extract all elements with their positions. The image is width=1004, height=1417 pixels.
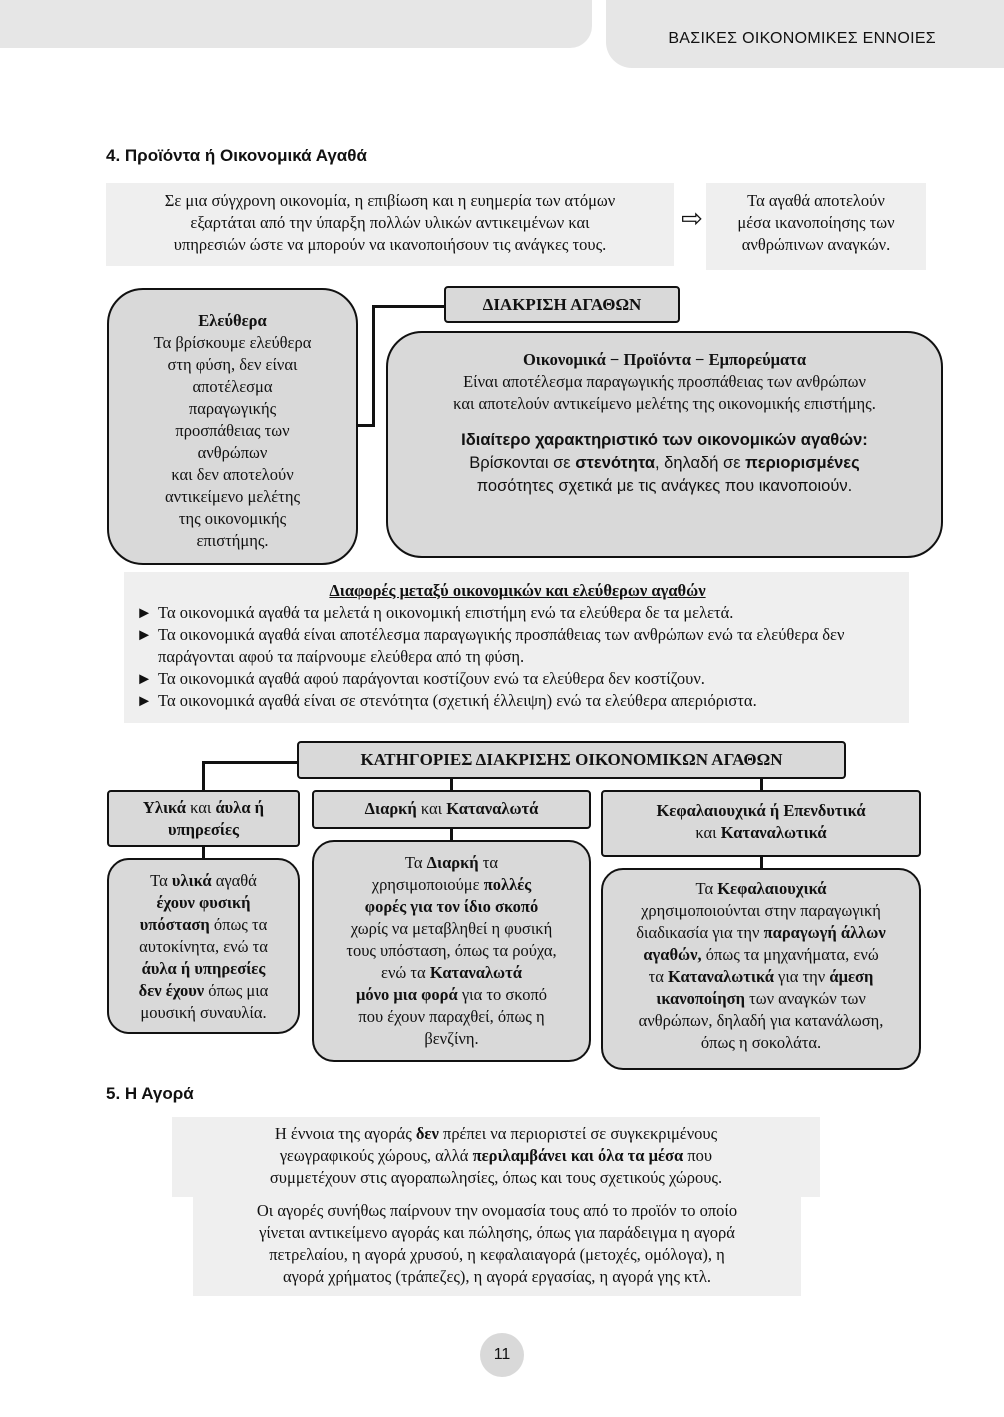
connector-line: [374, 305, 446, 308]
description-line: βενζίνη.: [424, 1029, 479, 1048]
connector-line: [202, 761, 205, 792]
description-line: [603, 878, 919, 900]
description-line: [109, 870, 298, 892]
text-span: όπως μια: [204, 981, 269, 1000]
description-line: [603, 966, 919, 988]
description-line: φορές για τον ίδιο σκοπό: [364, 897, 539, 916]
text-span: και: [185, 798, 216, 817]
section-5-title: 5. Η Αγορά: [106, 1084, 194, 1103]
text-span: για το σκοπό: [457, 985, 548, 1004]
economic-characteristic-line: [388, 452, 941, 475]
text-span: Βρίσκονται σε: [469, 454, 576, 472]
free-goods-line: αντικείμενο μελέτης: [165, 487, 300, 506]
economic-goods-line: Είναι αποτέλεσμα παραγωγικής προσπάθειας των ανθρώπων: [463, 372, 866, 391]
market-line: [172, 1123, 820, 1145]
text-span: Τα: [695, 879, 718, 898]
right-arrow-icon: ⇨: [681, 203, 703, 233]
text-span-bold: άυλα ή: [215, 798, 265, 817]
text-span: διαδικασία για την: [636, 923, 764, 942]
conclusion-line: Τα αγαθά αποτελούν: [747, 191, 885, 210]
description-line: όπως η σοκολάτα.: [700, 1033, 822, 1052]
conclusion-line: μέσα ικανοποίησης των: [737, 213, 895, 232]
economic-characteristic-title: Ιδιαίτερο χαρακτηριστικό των οικονομικών αγαθών:: [461, 431, 868, 449]
text-span-bold: Καταναλωτά: [446, 799, 539, 818]
differences-text: Τα οικονομικά αγαθά αφού παράγονται κοστίζουν ενώ τα ελεύθερα δεν κοστίζουν.: [158, 669, 705, 688]
description-line: χωρίς να μεταβληθεί η φυσική: [350, 919, 553, 938]
text-span-bold: υπόσταση: [139, 915, 210, 934]
text-span-bold: Υλικά: [142, 798, 186, 817]
text-span-bold: ικανοποίηση: [656, 989, 745, 1008]
text-span: αγαθά: [211, 871, 257, 890]
differences-text: Τα οικονομικά αγαθά τα μελετά η οικονομική επιστήμη ενώ τα ελεύθερα δε τα μελετά.: [158, 603, 734, 622]
description-line: ανθρώπων, δηλαδή για κατανάλωση,: [638, 1011, 884, 1030]
text-span: , δηλαδή σε: [655, 454, 746, 472]
diakrisi-title-box: ΔΙΑΚΡΙΣΗ ΑΓΑΘΩΝ: [444, 286, 680, 323]
text-span-bold: Καταναλωτά: [429, 963, 522, 982]
differences-item: [136, 602, 899, 624]
differences-text: Τα οικονομικά αγαθά είναι αποτέλεσμα παραγωγικής προσπάθειας των ανθρώπων ενώ τα ελεύθερα δεν παράγονται αφού τα παίρνουμε ελεύθερα από τη φύση.: [158, 625, 845, 666]
text-span-bold: Διαρκή: [426, 853, 479, 872]
differences-item: [136, 624, 899, 668]
description-line: που έχουν παραχθεί, όπως η: [358, 1007, 545, 1026]
description-line: [603, 944, 919, 966]
text-span: και: [695, 823, 721, 842]
text-span: Η έννοια της αγοράς: [274, 1124, 416, 1143]
differences-text: Τα οικονομικά αγαθά είναι σε στενότητα (σχετική έλλειψη) ενώ τα ελεύθερα απεριόριστα.: [158, 691, 757, 710]
market-line: πετρελαίου, η αγορά χρυσού, η κεφαλαιαγορά (μετοχές, ομόλογα), η: [269, 1245, 725, 1264]
category-capital-header: [601, 790, 921, 857]
differences-item: [136, 668, 899, 690]
text-span-bold: Καταναλωτικά: [668, 967, 774, 986]
free-goods-line: ανθρώπων: [197, 443, 268, 462]
category-header-line: [314, 798, 589, 820]
intro-line: Σε μια σύγχρονη οικονομία, η επιβίωση και η ευημερία των ατόμων: [164, 191, 616, 210]
bullet-icon: ►: [136, 626, 153, 644]
category-capital-description: [601, 868, 921, 1070]
category-material-header: [107, 790, 300, 847]
text-span-bold: Κεφαλαιουχικά: [717, 879, 827, 898]
text-span-bold: δεν: [415, 1124, 439, 1143]
text-span: γεωγραφικούς χώρους, αλλά: [279, 1146, 473, 1165]
intro-line: εξαρτάται από την ύπαρξη πολλών υλικών αντικειμένων και: [190, 213, 590, 232]
description-line: μουσική συναυλία.: [140, 1003, 267, 1022]
text-span-bold: περιορισμένες: [745, 454, 860, 472]
differences-box: [124, 572, 909, 723]
free-goods-box: [107, 288, 358, 565]
description-line: [314, 984, 589, 1006]
intro-box: [106, 183, 674, 266]
text-span: όπως τα μηχανήματα, ενώ: [701, 945, 879, 964]
free-goods-title: Ελεύθερα: [198, 311, 267, 330]
bullet-icon: ►: [136, 692, 153, 710]
free-goods-line: και δεν αποτελούν: [171, 465, 294, 484]
economic-goods-line: και αποτελούν αντικείμενο μελέτης της οικονομικής επιστήμης.: [453, 394, 876, 413]
text-span: πρέπει να περιοριστεί σε συγκεκριμένους: [438, 1124, 718, 1143]
bullet-icon: ►: [136, 670, 153, 688]
conclusion-box: [706, 183, 926, 270]
economic-goods-box: [386, 331, 943, 558]
text-span: τα: [478, 853, 499, 872]
description-line: [314, 852, 589, 874]
category-durable-header: [312, 790, 591, 829]
connector-line: [357, 424, 375, 427]
free-goods-line: Τα βρίσκουμε ελεύθερα: [153, 333, 312, 352]
text-span: όπως τα: [209, 915, 268, 934]
page-number: 11: [480, 1333, 524, 1377]
free-goods-line: προσπάθειας των: [175, 421, 290, 440]
free-goods-line: παραγωγικής: [188, 399, 277, 418]
text-span: χρησιμοποιούμε: [371, 875, 484, 894]
category-header-line: Κεφαλαιουχικά ή Επενδυτικά: [656, 801, 866, 820]
text-span-bold: υλικά: [171, 871, 212, 890]
category-durable-description: [312, 840, 591, 1062]
conclusion-line: ανθρώπινων αναγκών.: [741, 235, 891, 254]
text-span-bold: στενότητα: [575, 454, 655, 472]
description-line: [109, 980, 298, 1002]
connector-line: [372, 305, 375, 427]
description-line: χρησιμοποιούνται στην παραγωγική: [641, 901, 881, 920]
text-span-bold: μόνο μια φορά: [355, 985, 458, 1004]
text-span: που: [683, 1146, 713, 1165]
market-line: γίνεται αντικείμενο αγοράς και πώλησης, όπως για παράδειγμα η αγορά: [259, 1223, 735, 1242]
description-line: αυτοκίνητα, ενώ τα: [139, 937, 268, 956]
market-definition-box: [172, 1117, 820, 1197]
text-span-bold: Καταναλωτικά: [720, 823, 827, 842]
market-line: αγορά χρήματος (τράπεζες), η αγορά εργασίας, η αγορά γης κτλ.: [282, 1267, 712, 1286]
text-span-bold: Διαρκή: [364, 799, 417, 818]
text-span: για την: [773, 967, 830, 986]
market-naming-box: [193, 1196, 801, 1296]
description-line: [314, 874, 589, 896]
text-span: Τα: [404, 853, 427, 872]
description-line: [603, 988, 919, 1010]
text-span: Τα: [150, 871, 172, 890]
text-span-bold: περιλαμβάνει και όλα τα μέσα: [472, 1146, 684, 1165]
free-goods-line: στη φύση, δεν είναι: [167, 355, 298, 374]
category-header-line: υπηρεσίες: [168, 820, 239, 839]
text-span-bold: δεν έχουν: [138, 981, 205, 1000]
header-left-band: [0, 0, 592, 48]
intro-line: υπηρεσιών ώστε να μπορούν να ικανοποιήσουν τις ανάγκες τους.: [173, 235, 607, 254]
description-line: [603, 922, 919, 944]
market-line: [172, 1145, 820, 1167]
description-line: [109, 914, 298, 936]
economic-goods-title: Οικονομικά − Προϊόντα − Εμπορεύματα: [522, 350, 807, 369]
header-title: ΒΑΣΙΚΕΣ ΟΙΚΟΝΟΜΙΚΕΣ ΕΝΝΟΙΕΣ: [668, 30, 936, 47]
category-header-line: [603, 822, 919, 844]
text-span-bold: αγαθών,: [643, 945, 702, 964]
text-span-bold: άμεση: [829, 967, 874, 986]
market-line: συμμετέχουν στις αγοραπωλησίες, όπως και τους σχετικούς χώρους.: [269, 1168, 723, 1187]
category-header-line: [109, 797, 298, 819]
text-span: ενώ τα: [381, 963, 430, 982]
description-line: έχουν φυσική: [156, 893, 251, 912]
description-line: άυλα ή υπηρεσίες: [141, 959, 266, 978]
free-goods-line: αποτέλεσμα: [192, 377, 273, 396]
description-line: [314, 962, 589, 984]
text-span: των αναγκών των: [744, 989, 866, 1008]
categories-title-box: ΚΑΤΗΓΟΡΙΕΣ ΔΙΑΚΡΙΣΗΣ ΟΙΚΟΝΟΜΙΚΩΝ ΑΓΑΘΩΝ: [297, 741, 846, 779]
text-span-bold: πολλές: [483, 875, 532, 894]
section-4-title: 4. Προϊόντα ή Οικονομικά Αγαθά: [106, 146, 367, 165]
category-material-description: [107, 858, 300, 1034]
differences-item: [136, 690, 899, 712]
economic-characteristic-line: ποσότητες σχετικά με τις ανάγκες που ικανοποιούν.: [476, 477, 853, 495]
text-span: τα: [648, 967, 669, 986]
bullet-icon: ►: [136, 604, 153, 622]
text-span: και: [416, 799, 447, 818]
text-span-bold: παραγωγή άλλων: [763, 923, 886, 942]
free-goods-line: επιστήμης.: [196, 531, 269, 550]
description-line: τους υπόσταση, όπως τα ρούχα,: [346, 941, 557, 960]
free-goods-line: της οικονομικής: [178, 509, 287, 528]
connector-line: [202, 761, 299, 764]
market-line: Οι αγορές συνήθως παίρνουν την ονομασία τους από το προϊόν το οποίο: [256, 1201, 738, 1220]
differences-title: Διαφορές μεταξύ οικονομικών και ελεύθερων αγαθών: [329, 581, 706, 600]
